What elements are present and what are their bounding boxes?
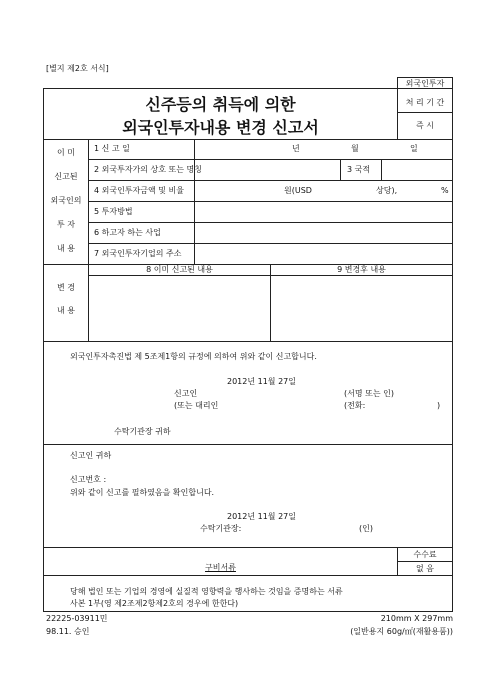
form-number-label: [별지 제2호 서식] <box>46 64 109 73</box>
form-title-line1: 신주등의 취득에 의한 <box>145 95 296 114</box>
prior-investment-header-3: 외국인의 <box>50 196 82 205</box>
company-address-field[interactable] <box>195 244 452 264</box>
report-date-month: 월 <box>351 144 359 153</box>
processing-period-value: 즉 시 <box>416 121 434 130</box>
nationality-label: 3 국적 <box>347 165 371 174</box>
confirm-text: 위와 같이 신고를 필하였음을 확인합니다. <box>70 488 215 497</box>
change-content-side-1: 변 경 <box>57 283 75 292</box>
amount-won-unit: 원(USD <box>284 186 312 195</box>
report-date-year: 년 <box>292 144 300 153</box>
reporter-label: 신고인 <box>174 389 198 398</box>
declaration-date: 2012년 11월 27일 <box>227 377 296 386</box>
investment-amount-label: 4 외국인투자금액 및 비율 <box>94 186 184 195</box>
report-date-label: 1 신 고 일 <box>94 144 130 153</box>
investor-name-label: 2 외국투자가의 상호 또는 명칭 <box>94 165 202 174</box>
prior-investment-header-2: 신고된 <box>54 172 78 181</box>
amount-percent-unit: % <box>441 186 449 195</box>
form-code: 22225-03911민 <box>46 614 108 623</box>
confirm-addressee: 신고인 귀하 <box>70 451 112 460</box>
processing-period-label: 처 리 기 간 <box>405 98 445 107</box>
company-address-label: 7 외국인투자기업의 주소 <box>94 249 182 258</box>
required-document-line1: 당해 법인 또는 기업의 경영에 실질적 영향력을 행사하는 것임을 증명하는 서류 <box>70 587 343 596</box>
investment-method-field[interactable] <box>195 202 452 222</box>
prior-investment-header-1: 이 미 <box>57 148 75 157</box>
agency-head-label: 수탁기관장: <box>200 524 242 533</box>
business-field[interactable] <box>195 223 452 243</box>
approval-date: 98.11. 승인 <box>46 627 90 636</box>
amount-equivalent-unit: 상당), <box>376 186 398 195</box>
fee-value: 없 음 <box>416 564 434 573</box>
changed-content-header: 9 변경후 내용 <box>337 265 386 274</box>
report-date-day: 일 <box>410 144 418 153</box>
prior-investment-header-5: 내 용 <box>57 244 75 253</box>
agent-label: (또는 대리인 <box>174 401 219 410</box>
confirm-date: 2012년 11월 27일 <box>227 512 296 521</box>
paper-type: (일반용지 60g/㎡(재활용품)) <box>350 627 453 636</box>
report-number-label: 신고번호 : <box>70 475 107 484</box>
prior-content-header: 8 이미 신고된 내용 <box>146 265 213 274</box>
signature-label: (서명 또는 인) <box>344 389 394 398</box>
nationality-field[interactable] <box>382 160 452 180</box>
investment-method-label: 5 투자방법 <box>94 207 133 216</box>
foreign-investment-label: 외국인투자 <box>405 79 445 88</box>
fee-label: 수수료 <box>413 550 437 559</box>
addressee-label: 수탁기관장 귀하 <box>114 427 171 436</box>
form-title-line2: 외국인투자내용 변경 신고서 <box>122 118 319 137</box>
investor-name-field[interactable] <box>195 160 340 180</box>
seal-label: (인) <box>359 524 373 533</box>
required-document-line2: 사본 1부(영 제2조제2항제2호의 경우에 한한다) <box>70 599 239 608</box>
declaration-text: 외국인투자촉진법 제 5조제1항의 규정에 의하여 위와 같이 신고합니다. <box>70 352 317 361</box>
business-label: 6 하고자 하는 사업 <box>94 228 161 237</box>
paper-size: 210mm X 297mm <box>380 614 453 623</box>
phone-label: (전화: <box>344 401 366 410</box>
required-documents-title: 구비서류 <box>205 563 236 572</box>
changed-content-field[interactable] <box>271 276 452 341</box>
phone-close: ) <box>437 401 441 410</box>
prior-investment-header-4: 투 자 <box>57 220 75 229</box>
change-content-side-2: 내 용 <box>57 306 75 315</box>
prior-content-field[interactable] <box>89 276 270 341</box>
